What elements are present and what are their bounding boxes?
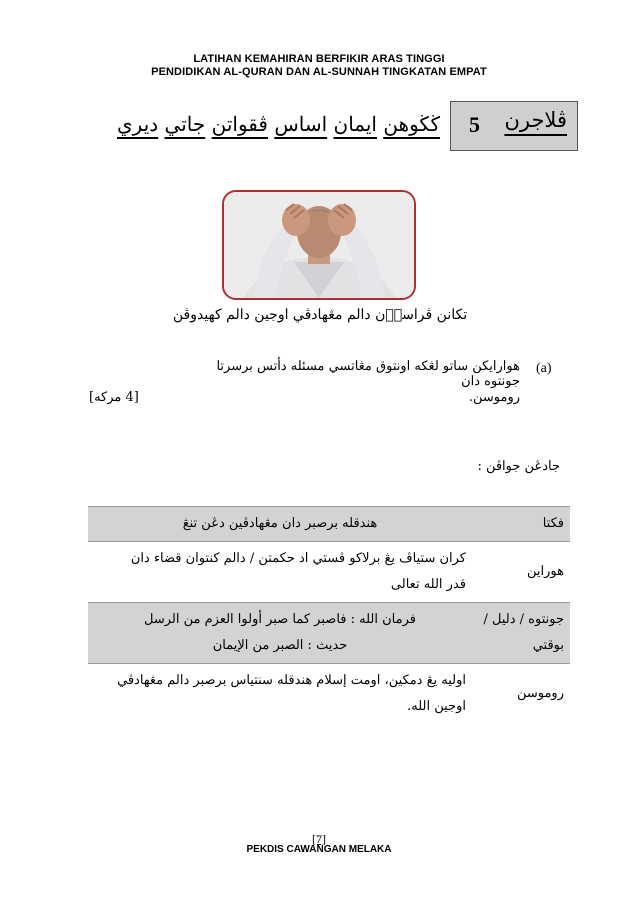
row-value-line: قدر الله تعالى bbox=[390, 577, 466, 592]
question-label: (a) bbox=[536, 361, 552, 376]
topic-word: ديري bbox=[117, 112, 159, 136]
table-row bbox=[88, 664, 570, 725]
topic-word: جاتي bbox=[164, 112, 206, 136]
header-title: LATIHAN KEMAHIRAN BERFIKIR ARAS TINGGI bbox=[193, 53, 445, 65]
row-value-line: كران ستياڤ يڠ برلاكو ڤستي اد حكمتن / دالم كنتوان قضاء دان bbox=[130, 551, 466, 566]
image-caption: تكانن ڤراسا٘ن دالم مڠهادڤي اوجين دالم كهيدوڤن bbox=[172, 307, 468, 323]
lesson-topic bbox=[106, 104, 440, 144]
table-row bbox=[88, 603, 570, 664]
row-key: جونتوه / دليل / بوقتي bbox=[472, 603, 570, 664]
row-value-line: اوجين الله. bbox=[407, 699, 466, 714]
row-value bbox=[88, 542, 472, 603]
topic-word: ڬڬوهن bbox=[383, 112, 440, 136]
lesson-number: 5 bbox=[469, 112, 480, 137]
row-value-line: حديث : الصبر من الإيمان bbox=[212, 638, 348, 653]
question-text: هوارايكن ساتو لڠكه اونتوق مڠاتسي مسئله دأتس برسرتا جونتوه دان bbox=[216, 359, 520, 389]
answer-table bbox=[88, 506, 570, 724]
table-row bbox=[88, 542, 570, 603]
row-key: هوراين bbox=[527, 564, 564, 579]
row-key: فكتا bbox=[472, 507, 570, 542]
page-number: [7] bbox=[312, 832, 326, 846]
lesson-badge bbox=[450, 101, 578, 151]
topic-word: ايمان bbox=[333, 112, 377, 136]
header-subtitle: PENDIDIKAN AL-QURAN DAN AL-SUNNAH TINGKATAN EMPAT bbox=[151, 66, 487, 78]
question-marks: [4 مركه] bbox=[89, 390, 139, 405]
row-value bbox=[88, 603, 472, 664]
lesson-label: ڤلاجرن bbox=[504, 108, 567, 132]
question-text-cont: روموسن. bbox=[468, 390, 520, 405]
stressed-man-photo bbox=[222, 190, 416, 300]
row-value bbox=[88, 664, 472, 725]
row-value: هندقله برصبر دان مڠهادڤين دڠن تنڠ bbox=[88, 507, 472, 542]
footer-org: PEKDIS CAWANGAN MELAKA bbox=[246, 844, 392, 855]
answer-heading: جادڠن جواڤن : bbox=[477, 459, 560, 474]
topic-word: ڤقواتن bbox=[211, 112, 268, 136]
row-value-line: اوليه يڠ دمكين، اومت إسلام هندقله سنتياس برصبر دالم مڠهادڤي bbox=[117, 673, 466, 688]
row-value-line: فرمان الله : فاصبر كما صبر أولوا العزم من الرسل bbox=[144, 612, 416, 627]
topic-word: اساس bbox=[274, 112, 328, 136]
table-row bbox=[88, 507, 570, 542]
row-key: روموسن bbox=[516, 686, 564, 701]
